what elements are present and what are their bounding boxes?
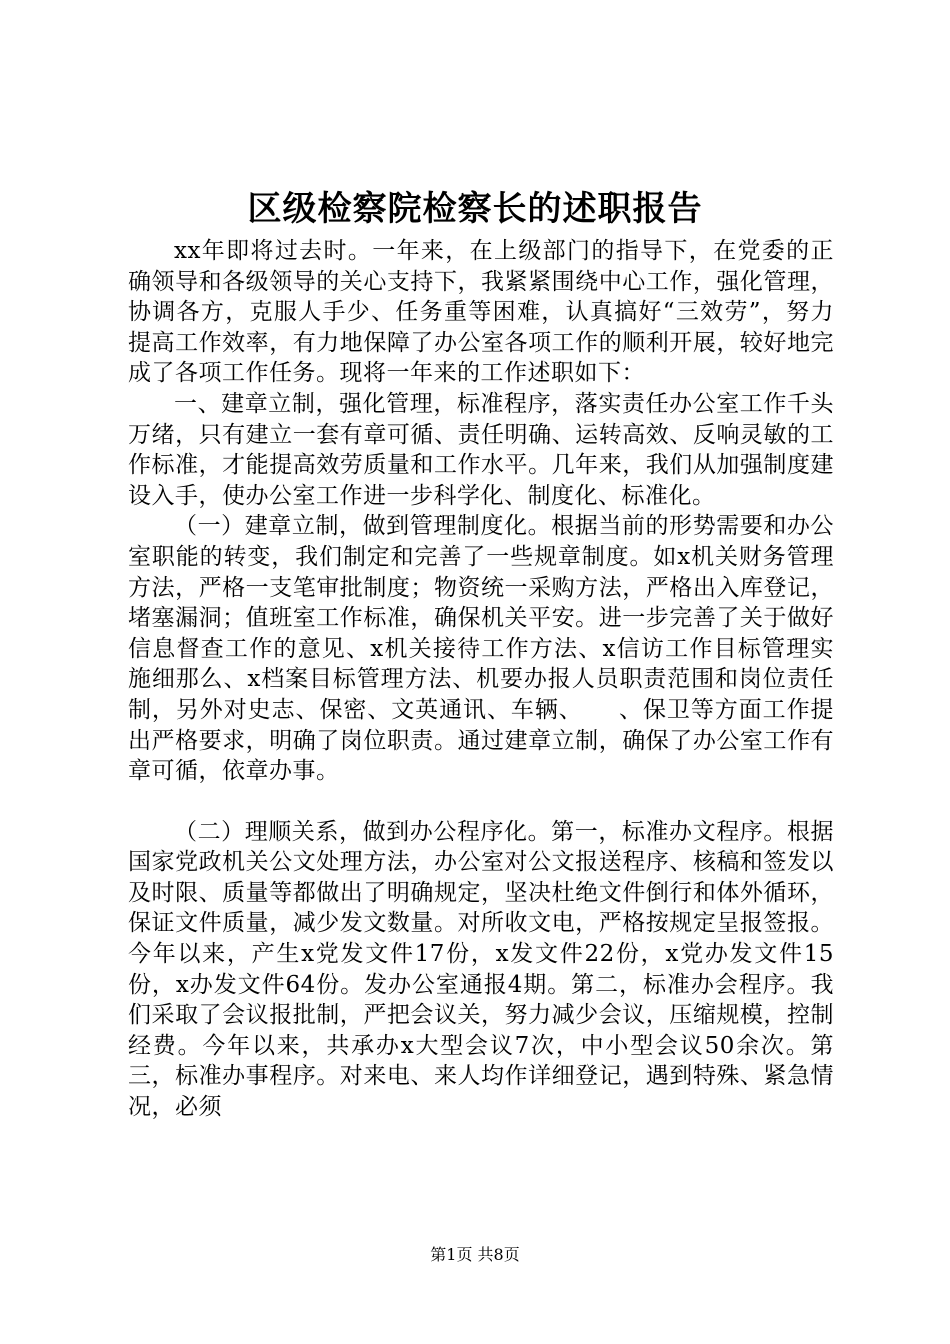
paragraph-subsection-two: （二）理顺关系，做到办公程序化。第一，标准办文程序。根据国家党政机关公文处理方法，办公室对公文报送程序、核稿和签发以及时限、质量等都做出了明确规定，坚决杜绝文件倒行和体外循环，保证文件质量，减少发文数量。对所收文电，严格按规定呈报签报。今年以来，产生x党发文件17份，x发文件22份，x党办发文件15份，x办发文件64份。发办公室通报4期。第二，标准办会程序。我们采取了会议报批制，严把会议关，努力减少会议，压缩规模，控制经费。今年以来，共承办x大型会议7次，中小型会议50余次。第三，标准办事程序。对来电、来人均作详细登记，遇到特殊、紧急情况，必须 [128, 818, 834, 1121]
paragraph-section-one: 一、建章立制，强化管理，标准程序，落实责任办公室工作千头万绪，只有建立一套有章可循、责任明确、运转高效、反响灵敏的工作标准，才能提高效劳质量和工作水平。几年来，我们从加强制度建设入手，使办公室工作进一步科学化、制度化、标准化。 [128, 390, 834, 509]
paragraph-intro: xx年即将过去时。一年来，在上级部门的指导下，在党委的正确领导和各级领导的关心支持下，我紧紧围绕中心工作，强化管理，协调各方，克服人手少、任务重等困难，认真搞好“三效劳”，努力提高工作效率，有力地保障了办公室各项工作的顺利开展，较好地完成了各项工作任务。现将一年来的工作述职如下： [128, 238, 834, 387]
page-footer: 第1页 共8页 [430, 1245, 520, 1264]
paragraph-subsection-one: （一）建章立制，做到管理制度化。根据当前的形势需要和办公室职能的转变，我们制定和完善了一些规章制度。如x机关财务管理方法，严格一支笔审批制度；物资统一采购方法，严格出入库登记，堵塞漏洞；值班室工作标准，确保机关平安。进一步完善了关于做好信息督查工作的意见、x机关接待工作方法、x信访工作目标管理实施细那么、x档案目标管理方法、机要办报人员职责范围和岗位责任制，另外对史志、保密、文英通讯、车辆、 、保卫等方面工作提出严格要求，明确了岗位职责。通过建章立制，确保了办公室工作有章可循，依章办事。 [128, 513, 834, 785]
document-body [128, 236, 834, 1123]
document-title: 区级检察院检察长的述职报告 [247, 189, 703, 229]
